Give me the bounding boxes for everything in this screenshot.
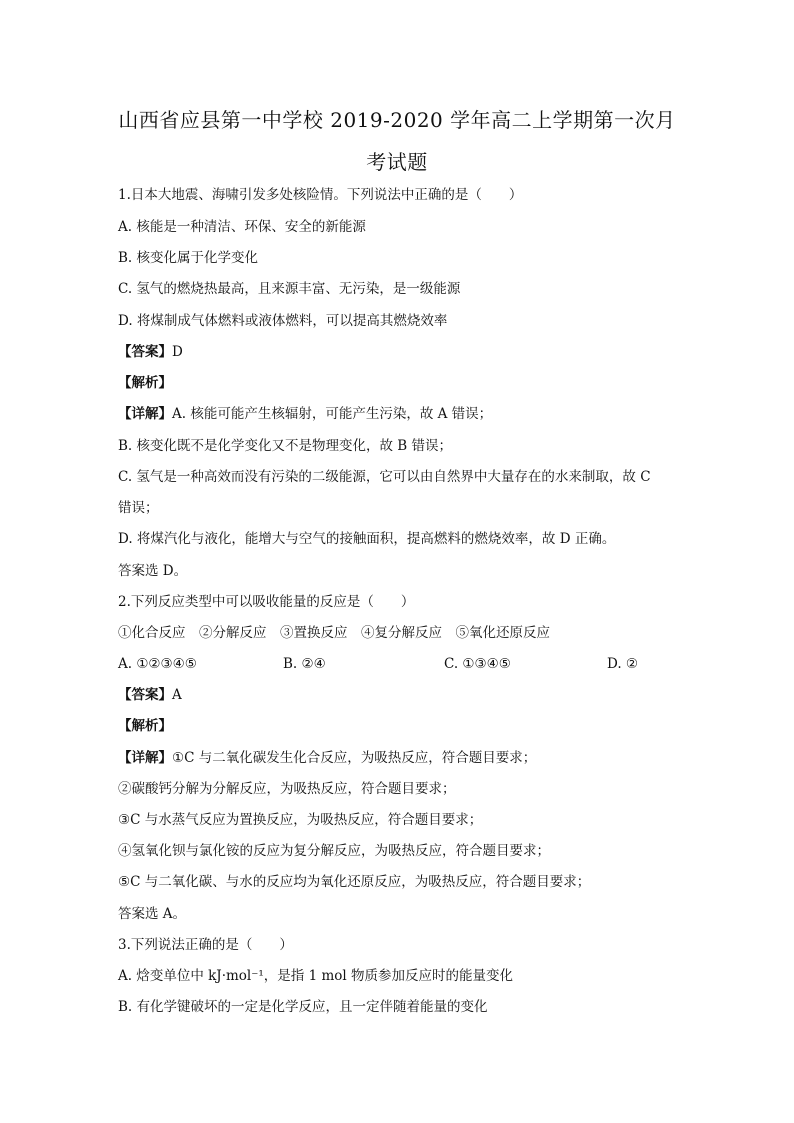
answer-label: 【答案】 — [118, 344, 172, 360]
q1-detail-2: B. 核变化既不是化学变化又不是物理变化，故 B 错误； — [118, 438, 453, 454]
q1-conclusion: 答案选 D。 — [118, 563, 188, 579]
q1-option-b: B. 核变化属于化学变化 — [118, 250, 259, 266]
q3-stem: 3.下列说法正确的是（ ） — [118, 937, 293, 953]
q1-detail-5: D. 将煤汽化与液化，能增大与空气的接触面积，提高燃料的燃烧效率，故 D 正确。 — [118, 531, 616, 547]
q1-option-a: A. 核能是一种清洁、环保、安全的新能源 — [118, 219, 366, 235]
q1-detail-1 — [118, 405, 678, 423]
answer-value: A — [172, 687, 182, 703]
q1-detail-3: C. 氢气是一种高效而没有污染的二级能源，它可以由自然界中大量存在的水来制取，故 C — [118, 469, 651, 485]
q2-analysis-label: 【解析】 — [118, 718, 172, 734]
document-title-line1: 山西省应县第一中学校 2019-2020 学年高二上学期第一次月 — [118, 108, 676, 132]
q3-option-b: B. 有化学键破坏的一定是化学反应，且一定伴随着能量的变化 — [118, 999, 488, 1015]
q1-analysis-label: 【解析】 — [118, 375, 172, 391]
q1-answer — [118, 343, 678, 361]
q2-detail-2: ②碳酸钙分解为分解反应，为吸热反应，符合题目要求； — [118, 781, 456, 797]
q2-option-a: A. ①②③④⑤ — [118, 656, 197, 672]
answer-label: 【答案】 — [118, 687, 172, 703]
q2-option-b: B. ②④ — [283, 656, 326, 672]
q2-items: ①化合反应 ②分解反应 ③置换反应 ④复分解反应 ⑤氧化还原反应 — [118, 625, 550, 641]
document-title-line2: 考试题 — [366, 150, 428, 174]
q2-detail-3: ③C 与水蒸气反应为置换反应，为吸热反应，符合题目要求； — [118, 812, 483, 828]
detail-text: ①C 与二氧化碳发生化合反应，为吸热反应，符合题目要求； — [172, 750, 537, 766]
q1-stem: 1.日本大地震、海啸引发多处核险情。下列说法中正确的是（ ） — [118, 187, 523, 203]
q2-detail-5: ⑤C 与二氧化碳、与水的反应均为氧化还原反应，为吸热反应，符合题目要求； — [118, 874, 591, 890]
q3-option-a: A. 焓变单位中 kJ·mol⁻¹，是指 1 mol 物质参加反应时的能量变化 — [118, 968, 513, 984]
q2-conclusion: 答案选 A。 — [118, 906, 187, 922]
detail-label: 【详解】 — [118, 406, 172, 422]
answer-value: D — [172, 344, 183, 360]
q2-option-d: D. ② — [607, 656, 639, 672]
q1-option-c: C. 氢气的燃烧热最高，且来源丰富、无污染，是一级能源 — [118, 281, 461, 297]
q1-detail-4: 错误； — [118, 500, 159, 516]
q2-detail-1 — [118, 749, 678, 767]
q2-stem: 2.下列反应类型中可以吸收能量的反应是（ ） — [118, 594, 415, 610]
q2-answer — [118, 686, 678, 704]
detail-text: A. 核能可能产生核辐射，可能产生污染，故 A 错误； — [172, 406, 493, 422]
detail-label: 【详解】 — [118, 750, 172, 766]
q2-detail-4: ④氢氧化钡与氯化铵的反应为复分解反应，为吸热反应，符合题目要求； — [118, 843, 550, 859]
q2-option-c: C. ①③④⑤ — [444, 656, 511, 672]
q1-option-d: D. 将煤制成气体燃料或液体燃料，可以提高其燃烧效率 — [118, 313, 448, 329]
